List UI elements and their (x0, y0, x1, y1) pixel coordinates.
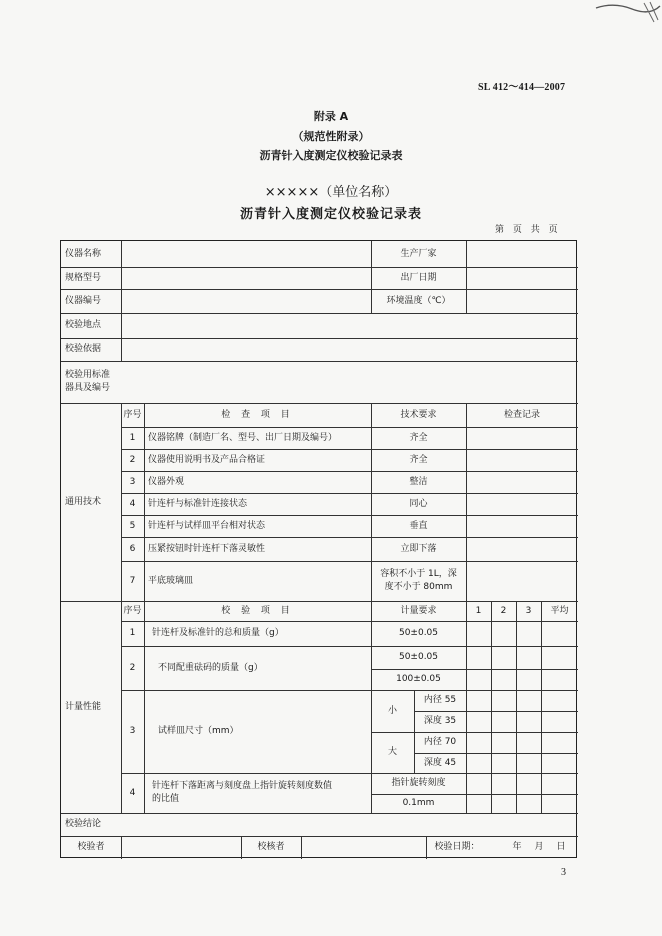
general-row-item: 仪器外观 (148, 476, 185, 487)
label-standard-line1: 校验用标准 (65, 370, 111, 380)
col-header-no: 序号 (123, 409, 142, 420)
metering-row-item: 不同配重砝码的质量（g） (158, 662, 263, 673)
general-row-no: 3 (129, 476, 136, 487)
label-model: 规格型号 (65, 272, 102, 283)
general-row-item: 针连杆与试样皿平台相对状态 (148, 520, 266, 531)
metering-row-no: 2 (129, 662, 136, 673)
col-header-tech-req: 技术要求 (400, 409, 437, 420)
label-standard-line2: 器具及编号 (65, 383, 111, 393)
label-instrument-name: 仪器名称 (65, 248, 102, 259)
label-inspector: 校验者 (77, 842, 105, 852)
general-row-item: 仪器使用说明书及产品合格证 (148, 454, 266, 465)
col-header-no: 序号 (123, 605, 142, 616)
label-verify-date: 校验日期： (434, 842, 480, 852)
col-header-trial-1: 1 (475, 605, 482, 616)
col-header-metering-req: 计量要求 (400, 605, 437, 616)
metering-row-req: 50±0.05 (398, 628, 439, 638)
label-checker: 校核者 (257, 842, 285, 852)
label-manufacturer: 生产厂家 (400, 248, 437, 259)
metering-row-item: 试样皿尺寸（mm） (158, 726, 239, 736)
col-header-average: 平均 (550, 605, 569, 616)
label-production-date: 出厂日期 (400, 272, 437, 283)
general-row-no: 1 (129, 432, 136, 443)
metering-row-no: 1 (129, 628, 136, 638)
general-row-item: 压紧按钮时针连杆下落灵敏性 (148, 543, 266, 554)
col-header-trial-2: 2 (500, 605, 507, 616)
general-row-item: 针连杆与标准针连接状态 (148, 498, 248, 509)
label-day: 日 (556, 842, 566, 852)
general-row-req: 齐全 (409, 454, 428, 465)
metering-row-no: 4 (129, 787, 136, 798)
general-row-req: 立即下落 (400, 543, 437, 554)
label-standard-equipment (61, 361, 121, 403)
general-row-no: 4 (129, 498, 136, 509)
dish-small-depth: 深度 35 (423, 716, 457, 726)
general-row-req: 同心 (409, 498, 428, 509)
general-row-item: 仪器铭牌（制造厂名、型号、出厂日期及编号） (148, 432, 338, 443)
metering-row-req: 指针旋转刻度 (391, 778, 446, 788)
page-info: 第 页 共 页 (495, 225, 558, 235)
metering-row-req: 0.1mm (402, 798, 435, 808)
metering-row-req: 50±0.05 (398, 652, 439, 662)
general-row-no: 7 (129, 575, 136, 586)
general-row-item: 平底玻璃皿 (148, 575, 194, 586)
item-line: 针连杆下落距离与刻度盘上指针旋转刻度数值 (152, 781, 333, 791)
calibration-record-table (60, 240, 577, 858)
label-env-temp: 环境温度（℃） (386, 295, 451, 306)
label-year: 年 (512, 842, 522, 852)
general-row-req: 整洁 (409, 476, 428, 487)
label-month: 月 (534, 842, 544, 852)
metering-row-req: 100±0.05 (396, 674, 441, 684)
col-header-check-item: 检 查 项 目 (221, 409, 294, 420)
metering-row-no: 3 (129, 726, 136, 736)
general-row-no: 6 (129, 543, 136, 554)
label-location: 校验地点 (65, 320, 102, 330)
general-row-req (371, 561, 466, 601)
col-header-verify-item: 校 验 项 目 (221, 605, 294, 616)
col-header-trial-3: 3 (525, 605, 532, 616)
metering-row-item: 针连杆及标准针的总和质量（g） (152, 628, 284, 638)
form-title: 沥青针入度测定仪校验记录表 (239, 207, 422, 222)
general-row-req: 齐全 (409, 432, 428, 443)
general-row-no: 5 (129, 520, 136, 531)
label-instrument-no: 仪器编号 (65, 295, 102, 306)
section-metering-performance: 计量性能 (65, 701, 102, 712)
label-conclusion: 校验结论 (65, 819, 102, 829)
dish-large-label: 大 (387, 747, 397, 757)
metering-row-item (144, 773, 371, 813)
appendix-title: 附录 A (313, 110, 349, 123)
section-general-technical: 通用技术 (65, 496, 102, 507)
req-line: 容积不小于 1L，深 (380, 569, 457, 579)
dish-small-label: 小 (387, 705, 397, 716)
unit-name-line: ×××××（单位名称） (264, 185, 398, 200)
page-number: 3 (561, 867, 566, 878)
general-row-req: 垂直 (409, 520, 428, 531)
dish-large-depth: 深度 45 (423, 757, 457, 768)
appendix-name: 沥青针入度测定仪校验记录表 (259, 149, 403, 162)
dish-large-diameter: 内径 70 (423, 737, 457, 747)
label-basis: 校验依据 (65, 344, 102, 354)
scan-mark-decoration (594, 0, 662, 26)
req-line: 度不小于 80mm (384, 582, 453, 592)
dish-small-diameter: 内径 55 (423, 695, 457, 705)
col-header-check-record: 检查记录 (503, 409, 540, 420)
general-row-no: 2 (129, 454, 136, 465)
appendix-subtitle: （规范性附录） (292, 130, 370, 143)
document-code: SL 412～414—2007 (478, 82, 566, 93)
item-line: 的比值 (152, 794, 180, 804)
